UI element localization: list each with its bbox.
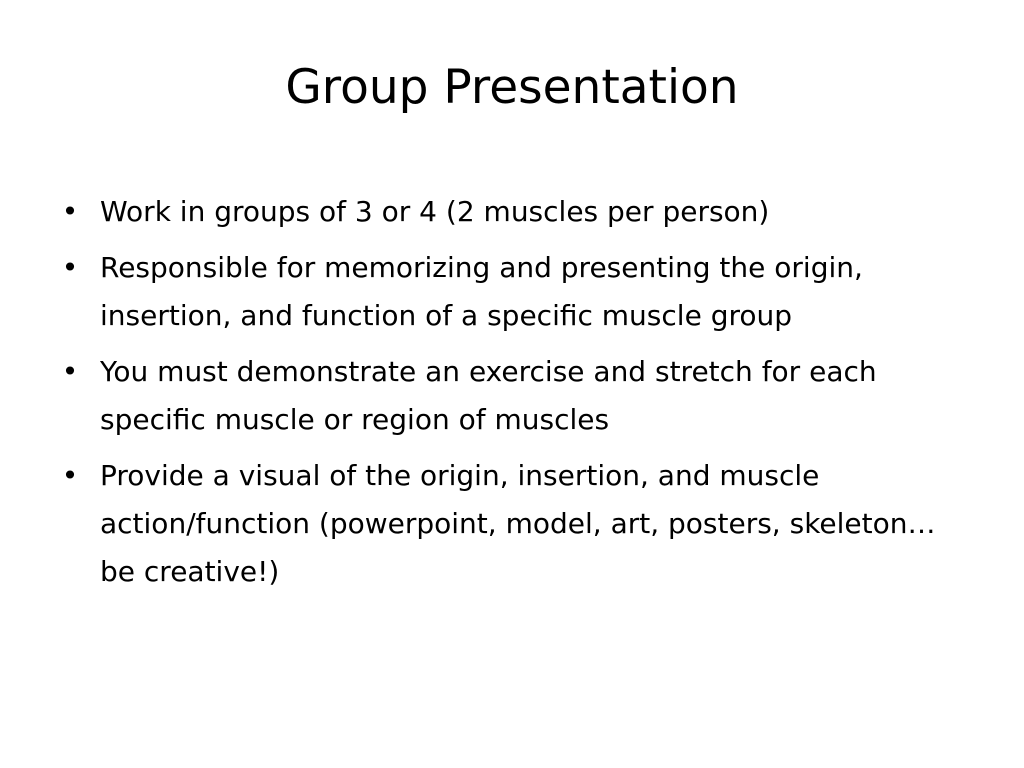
bullet-item	[61, 244, 940, 340]
bullet-icon: •	[61, 251, 79, 284]
bullet-item	[61, 348, 940, 444]
bullet-item	[61, 452, 940, 596]
bullet-text: Work in groups of 3 or 4 (2 muscles per person)	[100, 195, 770, 228]
bullet-list	[61, 188, 940, 604]
bullet-text: Provide a visual of the origin, insertion, and muscle action/function (powerpoint, model, art, posters, skeleton…be creative!)	[100, 459, 936, 588]
bullet-icon: •	[61, 355, 79, 388]
bullet-text: Responsible for memorizing and presenting the origin, insertion, and function of a specific muscle group	[100, 251, 863, 332]
bullet-item	[61, 188, 940, 236]
bullet-icon: •	[61, 195, 79, 228]
bullet-text: You must demonstrate an exercise and stretch for each specific muscle or region of muscles	[100, 355, 877, 436]
bullet-icon: •	[61, 459, 79, 492]
slide-title: Group Presentation	[285, 60, 739, 115]
